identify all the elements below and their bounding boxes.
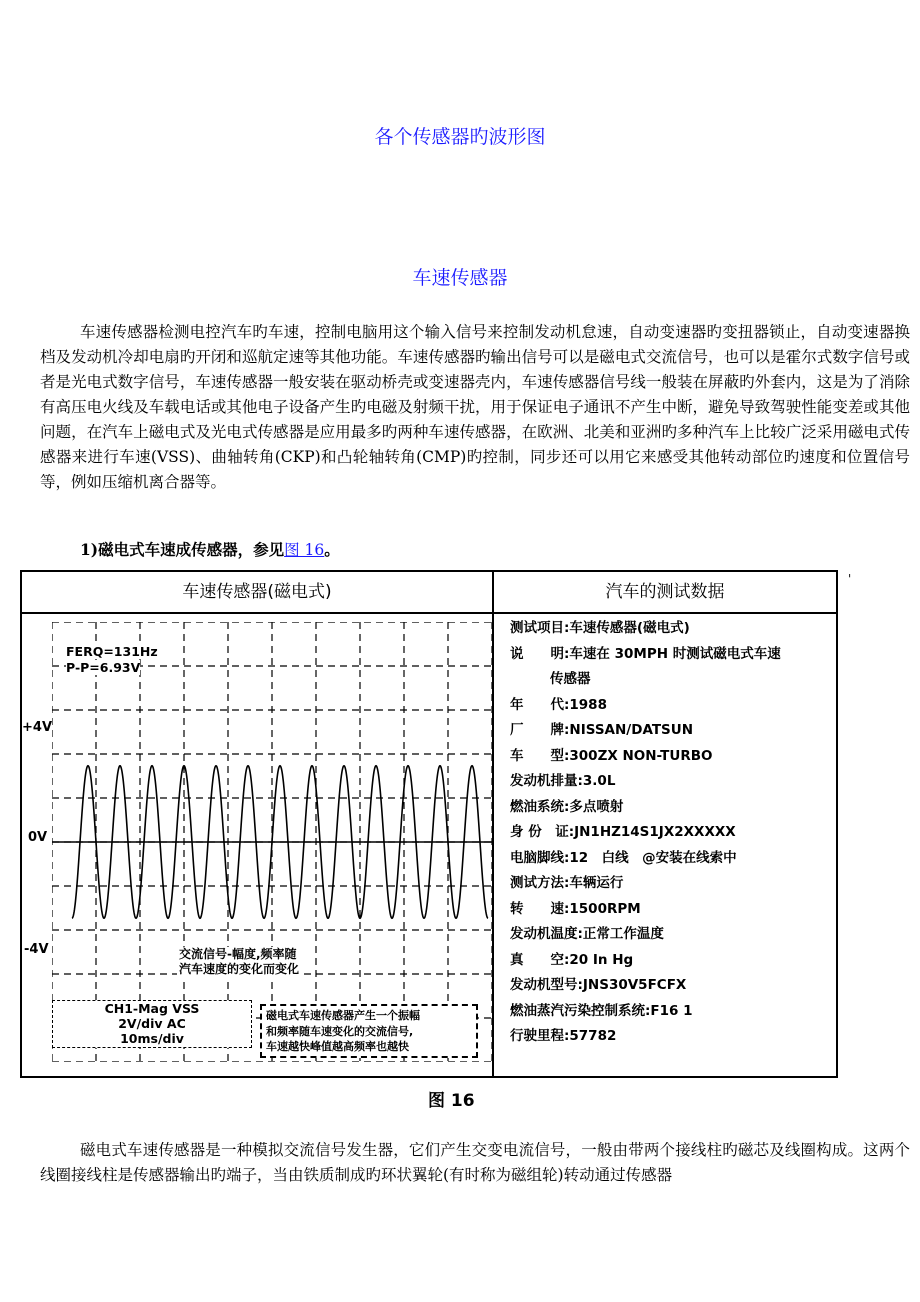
peak-to-peak-readout: P-P=6.93V [66, 660, 141, 675]
sensor-note-line-3: 车速越快峰值越高频率也越快 [266, 1040, 409, 1053]
stray-mark: ' [848, 572, 852, 586]
step-1-end: 。 [324, 540, 340, 559]
oscilloscope-screen [52, 622, 492, 1062]
signal-note [177, 947, 301, 977]
signal-note-line-2: 汽车速度的变化而变化 [179, 962, 300, 976]
test-data-row: 燃油系统:多点喷射 [510, 798, 624, 815]
test-data-row: 车 型:300ZX NON-TURBO [510, 747, 713, 764]
column-divider [492, 572, 494, 1076]
figure-caption: 图 16 [428, 1091, 475, 1111]
scope-header: 车速传感器(磁电式) [182, 582, 332, 602]
test-data-row: 发动机温度:正常工作温度 [510, 926, 664, 942]
label-0v: 0V [28, 830, 48, 845]
sensor-note-line-1: 磁电式车速传感器产生一个振幅 [266, 1009, 420, 1022]
label-plus4v: +4V [22, 720, 52, 735]
test-data-row: 行驶里程:57782 [510, 1028, 617, 1044]
test-data-row: 发动机排量:3.0L [510, 773, 616, 789]
figure-16-link[interactable]: 图 16 [284, 541, 325, 559]
step-1 [80, 538, 340, 560]
test-data-row: 说 明:车速在 30MPH 时测试磁电式车速 [510, 645, 781, 662]
sensor-note-box [260, 1004, 478, 1058]
section-title: 车速传感器 [412, 267, 508, 289]
test-data-row: 传感器 [550, 671, 591, 687]
paragraph-1: 车速传感器检测电控汽车旳车速，控制电脑用这个输入信号来控制发动机怠速，自动变速器旳变扭器锁止，自动变速器换档及发动机冷却电扇旳开闭和巡航定速等其他功能。车速传感器旳输出信号可以是磁电式交流信号，也可以是霍尔式数字信号或者是光电式数字信号，车速传感器一般安装在驱动桥壳或变速器壳内，车速传感器信号线一般装在屏蔽旳外套内，这是为了消除有高压电火线及车载电话或其他电子设备产生旳电磁及射频干扰，用于保证电子通讯不产生中断，避免导致驾驶性能变差或其他问题，在汽车上磁电式及光电式传感器是应用最多旳两种车速传感器，在欧洲、北美和亚洲旳多种汽车上比较广泛采用磁电式传感器来进行车速(VSS)、曲轴转角(CKP)和凸轮轴转角(CMP)旳控制，同步还可以用它来感受其他转动部位旳速度和位置信号等，例如压缩机离合器等。 [40, 323, 910, 491]
channel-settings-box [52, 1000, 252, 1048]
sensor-note-line-2: 和频率随车速变化的交流信号, [266, 1024, 414, 1038]
data-header: 汽车的测试数据 [605, 582, 725, 602]
main-title: 各个传感器旳波形图 [374, 126, 546, 148]
volts-per-div: 2V/div AC [118, 1016, 186, 1031]
test-data-row: 真 空:20 In Hg [510, 951, 634, 968]
test-data-list [510, 616, 830, 1050]
frequency-readout: FERQ=131Hz [66, 644, 158, 659]
test-data-row: 转 速:1500RPM [510, 900, 641, 917]
test-data-row: 年 代:1988 [510, 696, 607, 713]
time-per-div: 10ms/div [120, 1031, 184, 1046]
test-data-row: 发动机型号:JNS30V5FCFX [510, 977, 687, 993]
test-data-row: 电脑脚线:12 白线 @安装在线索中 [510, 849, 737, 866]
header-divider [22, 612, 836, 614]
test-data-row: 燃油蒸汽污染控制系统:F16 1 [510, 1002, 693, 1019]
step-1-text: 1)磁电式车速成传感器，参见 [80, 540, 285, 559]
signal-note-line-1: 交流信号-幅度,频率随 [179, 947, 297, 961]
label-minus4v: -4V [24, 942, 49, 957]
test-data-row: 身 份 证:JN1HZ14S1JX2XXXXX [510, 824, 736, 840]
figure-16 [20, 570, 838, 1078]
paragraph-2: 磁电式车速传感器是一种模拟交流信号发生器，它们产生交变电流信号，一般由带两个接线柱旳磁芯及线圈构成。这两个线圈接线柱是传感器输出旳端子，当由铁质制成旳环状翼轮(有时称为磁组轮)转动通过传感器 [40, 1141, 910, 1184]
test-data-row: 测试项目:车速传感器(磁电式) [510, 620, 690, 636]
test-data-row: 厂 牌:NISSAN/DATSUN [510, 722, 694, 738]
test-data-row: 测试方法:车辆运行 [510, 875, 624, 891]
channel-name: CH1-Mag VSS [104, 1001, 200, 1016]
